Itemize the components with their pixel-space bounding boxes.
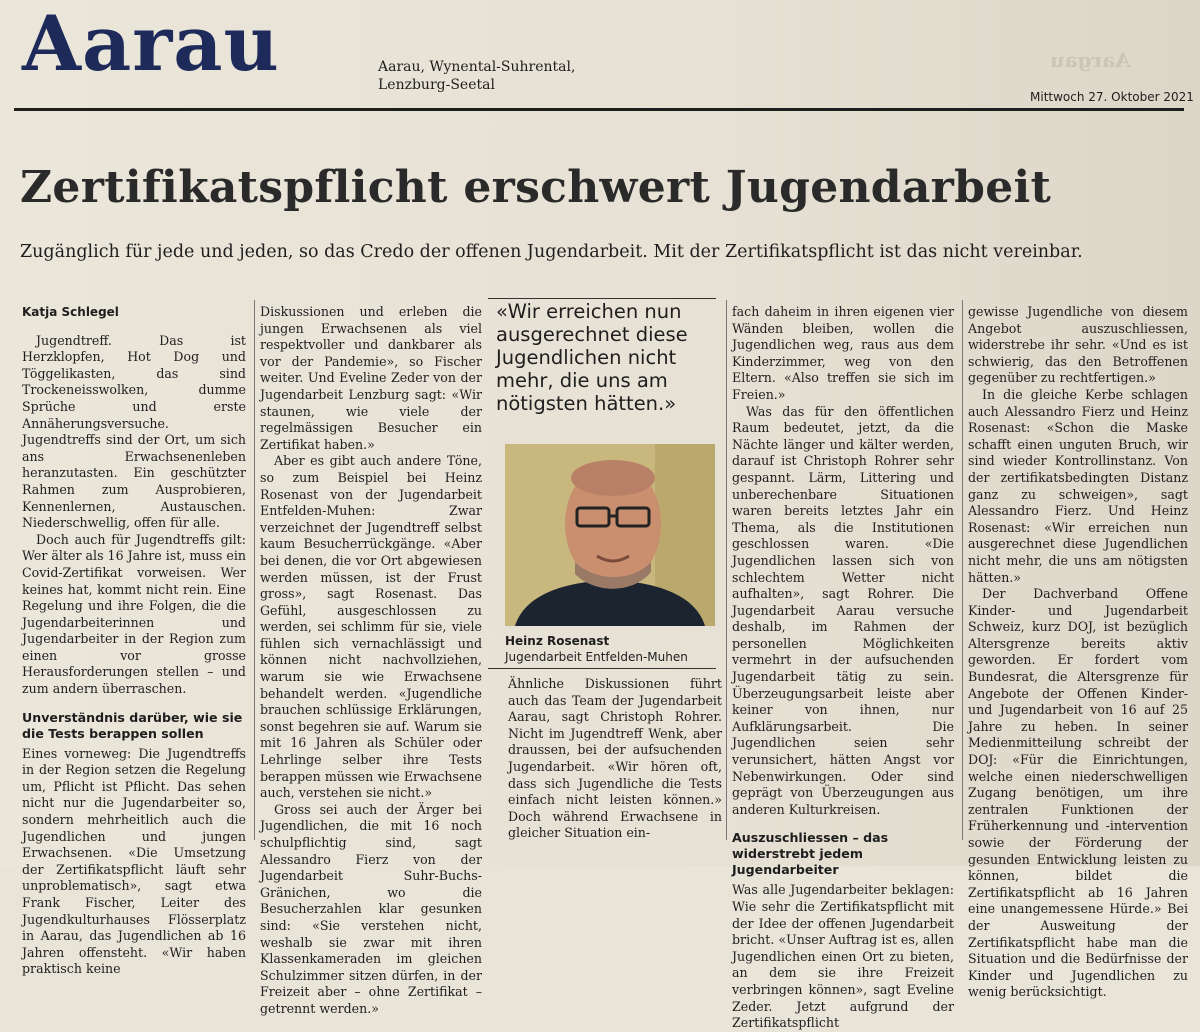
pullquote: «Wir erreichen nun ausgerechnet diese Jugendlichen nicht mehr, die uns am nötigsten hätten.» <box>496 300 688 415</box>
col2-paragraph: Gross sei auch der Ärger bei Jugendlichen, die mit 16 noch schulpflichtig sind, sagt Alessandro Fierz von der Jugendarbeit Suhr-Buchs-Gränichen, wo die Besucherzahlen klar gesunken sind: «Sie verstehen nicht, weshalb sie zwar mit ihren Klassenkameraden im gleichen Schulzimmer sitzen dürfen, in der Freizeit aber – ohne Zertifikat – getrennt werden.» <box>260 801 482 1016</box>
col4-paragraph: fach daheim in ihren eigenen vier Wänden bleiben, wollen die Jugendlichen weg, raus aus dem Kinderzimmer, weg von den Eltern. «Also treffen sie sich im Freien.» <box>732 304 954 402</box>
region-line-1: Aarau, Wynental-Suhrental, <box>378 59 576 75</box>
subhead-tests: Unverständnis darüber, wie sie die Tests berappen sollen <box>22 709 243 741</box>
article-headline: Zertifikatspflicht erschwert Jugendarbeit <box>20 162 1052 213</box>
portrait-illustration <box>505 444 715 626</box>
column-divider <box>254 300 255 840</box>
masthead-rule <box>14 108 1184 111</box>
caption-bottom-rule <box>488 668 716 669</box>
caption-name: Heinz Rosenast <box>505 634 610 648</box>
column-1 <box>22 304 246 978</box>
col1-paragraph: Doch auch für Jugendtreffs gilt: Wer älter als 16 Jahre ist, muss ein Covid-Zertifikat vorweisen. Wer keines hat, kommt nicht rein. Eine Regelung und ihre Folgen, die die Jugendarbeiterinnen und Jugendarbeiter in der Region zum einen vor grosse Herausforderungen stellen – und zum andern überraschen. <box>22 531 246 697</box>
masthead-title: Aarau <box>22 0 280 88</box>
article-author: Katja Schlegel <box>22 305 119 319</box>
photo-caption <box>505 633 688 665</box>
masthead-regions <box>378 58 575 94</box>
col5-paragraph: Der Dachverband Offene Kinder- und Jugendarbeit Schweiz, kurz DOJ, ist bezüglich Altersgrenze bereits aktiv geworden. Er fordert vom Bundesrat, die Altersgrenze für Angebote der Offenen Kinder- und Jugendarbeit von 16 auf 25 Jahre zu heben. In seiner Medienmitteilung schreibt der DOJ: «Für die Einrichtungen, welche einen niederschwelligen Zugang benötigen, um ihre zentralen Funktionen der Früherkennung und -intervention sowie der Förderung der gesunden Entwicklung leisten zu können, bildet die Zertifikatspflicht ab 16 Jahren eine unangemessene Hürde.» Bei der Ausweitung der Zertifikatspflicht habe man die Situation und die Bedürfnisse der Kinder und Jugendlichen zu wenig berücksichtigt. <box>968 586 1188 1000</box>
col2-paragraph: Aber es gibt auch andere Töne, so zum Beispiel bei Heinz Rosenast von der Jugendarbeit Entfelden-Muhen: Zwar verzeichnet der Jugendtreff selbst kaum Besucherrückgänge. «Aber bei denen, die vor Ort abgewiesen werden müssen, ist der Frust gross», sagt Rosenast. Das Gefühl, ausgeschlossen zu werden, sei schlimm für sie, viele fühlen sich vernachlässigt und können nicht nachvollziehen, warum sie wie Erwachsene behandelt werden. «Jugendliche brauchen schlüssige Erklärungen, sonst begehren sie auf. Warum sie mit 16 Jahren als Schüler oder Lehrlinge selber ihre Tests berappen müssen wie Erwachsene auch, verstehen sie nicht.» <box>260 453 482 801</box>
subhead-exclusion: Auszuschliessen – das widerstrebt jedem Jugendarbeiter <box>732 830 889 878</box>
col1-paragraph: Eines vorneweg: Die Jugendtreffs in der Region setzen die Regelung um, Pflicht ist Pflicht. Das sehen nicht nur die Jugendarbeiter so, sondern mehrheitlich auch die Jugendlichen und jungen Erwachsenen. «Die Umsetzung der Zertifikatspflicht läuft sehr unproblematisch», sagt etwa Frank Fischer, Leiter des Jugendkulturhauses Flösserplatz in Aarau, das Jugendlichen ab 16 Jahren offensteht. «Wir haben praktisch keine <box>22 745 246 977</box>
column-4 <box>732 304 954 1032</box>
col2-paragraph: Diskussionen und erleben die jungen Erwachsenen als viel respektvoller und dankbarer als vor der Pandemie», so Fischer weiter. Und Eveline Zeder von der Jugendarbeit Lenzburg sagt: «Wir staunen, wie viele der regelmässigen Besucher ein Zertifikat haben.» <box>260 304 482 452</box>
portrait-photo <box>505 444 715 626</box>
caption-role: Jugendarbeit Entfelden-Muhen <box>505 650 688 664</box>
col1-paragraph: Jugendtreff. Das ist Herzklopfen, Hot Dog und Töggelikasten, das sind Trockeneisswolken, dumme Sprüche und erste Annäherungsversuche. Jugendtreffs sind der Ort, um sich ans Erwachsenenleben heranzutasten. Ein geschützter Rahmen zum Ausprobieren, Kennenlernen, Austauschen. Niederschwellig, offen für alle. <box>22 332 246 531</box>
column-divider <box>962 300 963 840</box>
col4-paragraph: Was alle Jugendarbeiter beklagen: Wie sehr die Zertifikatspflicht mit der Idee der offenen Jugendarbeit bricht. «Unser Auftrag ist es, allen Jugendlichen einen Ort zu bieten, an dem sie ihre Freizeit verbringen können», sagt Eveline Zeder. Jetzt aufgrund der Zertifikatspflicht <box>732 882 954 1031</box>
col5-paragraph: In die gleiche Kerbe schlagen auch Alessandro Fierz und Heinz Rosenast: «Schon die Maske schafft einen unguten Bruch, wir sind wieder Kontrollinstanz. Von der zertifikatsbedingten Distanz ganz zu schweigen», sagt Alessandro Fierz. Und Heinz Rosenast: «Wir erreichen nun ausgerechnet diese Jugendlichen nicht mehr, die uns am nötigsten hätten.» <box>968 386 1188 585</box>
column-5 <box>968 304 1188 1001</box>
column-divider <box>726 300 727 840</box>
ghost-right-heading: Aargau <box>1050 48 1131 72</box>
col5-paragraph: gewisse Jugendliche von diesem Angebot auszuschliessen, widerstrebe ihr sehr. «Und es ist schwierig, das den Betroffenen gegenüber zu rechtfertigen.» <box>968 304 1188 386</box>
column-2 <box>260 304 482 1018</box>
column-3-text: Ähnliche Diskussionen führt auch das Team der Jugendarbeit Aarau, sagt Christoph Rohrer. Nicht im Jugendtreff Wenk, aber draussen, bei der aufsuchenden Jugendarbeit. «Wir hören oft, dass sich Jugendliche die Tests einfach nicht leisten können.» Doch während Erwachsene in gleicher Situation ein- <box>508 676 722 841</box>
issue-date: Mittwoch 27. Oktober 2021 <box>1030 90 1194 104</box>
region-line-2: Lenzburg-Seetal <box>378 77 495 93</box>
pullquote-top-rule <box>488 298 716 299</box>
col4-paragraph: Was das für den öffentlichen Raum bedeutet, jetzt, da die Nächte länger und kälter werden, darauf ist Christoph Rohrer sehr gespannt. Lärm, Littering und unberechenbare Situationen waren bereits letztes Jahr ein Thema, als die Institutionen geschlossen waren. «Die Jugendlichen lassen sich von schlechtem Wetter nicht aufhalten», sagt Rohrer. Die Jugendarbeit Aarau versuche deshalb, im Rahmen der personellen Möglichkeiten vermehrt in der aufsuchenden Jugendarbeit tätig zu sein. Überzeugungsarbeit leiste aber keiner von ihnen, nur Aufklärungsarbeit. Die Jugendlichen seien sehr verunsichert, hätten Angst vor Nebenwirkungen. Oder sind geprägt von Überzeugungen aus anderen Kulturkreisen. <box>732 403 954 817</box>
article-lead: Zugänglich für jede und jeden, so das Credo der offenen Jugendarbeit. Mit der Zertifikatspflicht ist das nicht vereinbar. <box>20 242 1083 262</box>
